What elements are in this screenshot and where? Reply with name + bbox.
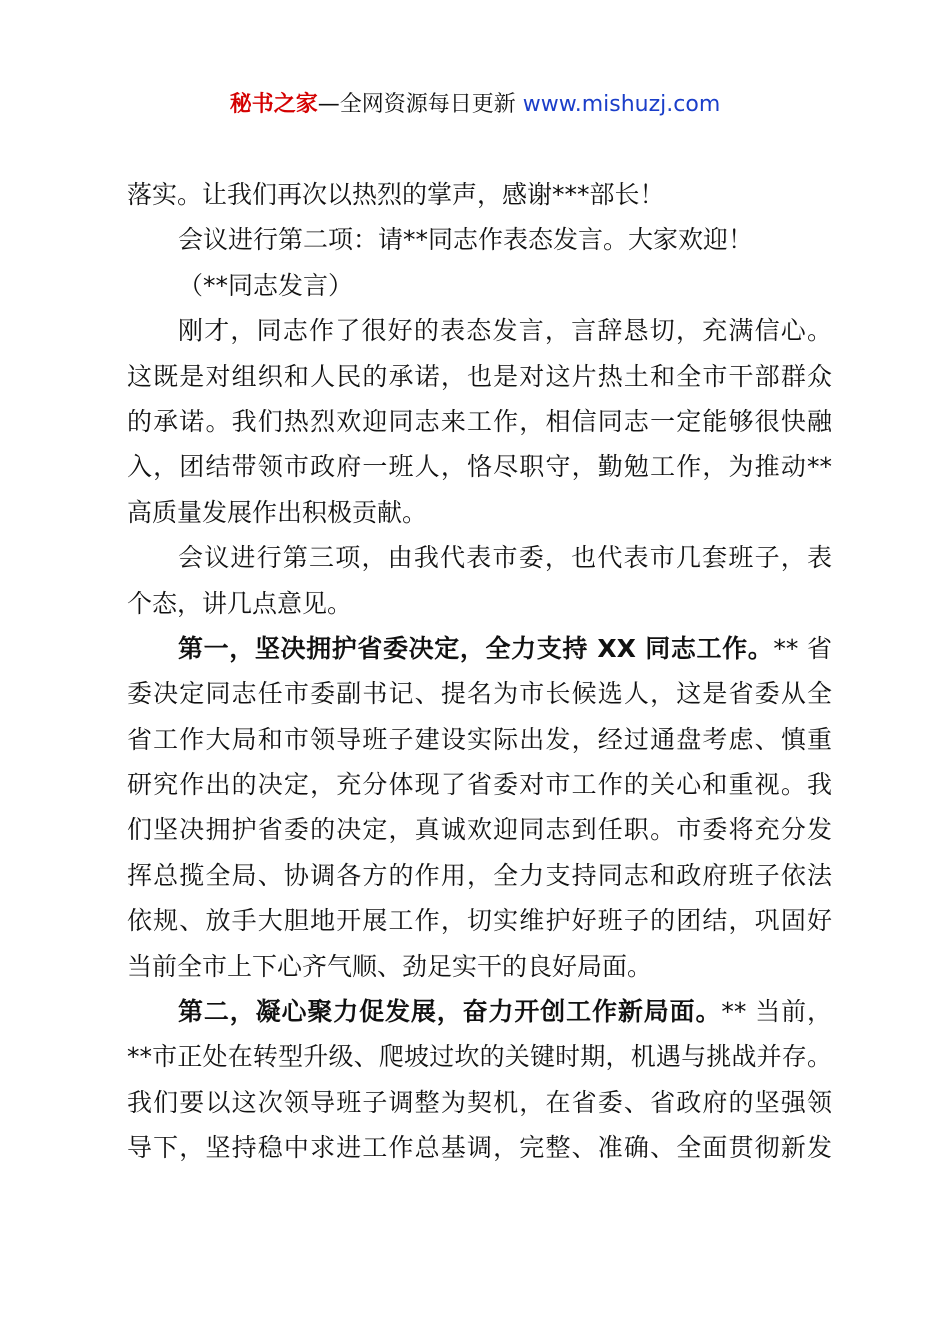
text-line-heading <box>127 626 832 671</box>
text-line: 依规、放手大胆地开展工作，切实维护好班子的团结，巩固好 <box>127 906 832 936</box>
text-line: 研究作出的决定，充分体现了省委对市工作的关心和重视。我 <box>127 770 832 800</box>
text-line: 高质量发展作出积极贡献。 <box>127 497 428 527</box>
text-line: 省工作大局和市领导班子建设实际出发，经过通盘考虑、慎重 <box>127 724 832 754</box>
text-line: 挥总揽全局、协调各方的作用，全力支持同志和政府班子依法 <box>127 860 832 890</box>
text-line: 会议进行第三项，由我代表市委，也代表市几套班子，表 <box>178 543 832 573</box>
section-heading: 第一，坚决拥护省委决定，全力支持 XX 同志工作。 <box>178 633 774 663</box>
header-tagline: —全网资源每日更新 <box>317 92 523 117</box>
text-line: 刚才，同志作了很好的表态发言，言辞恳切，充满信心。 <box>178 316 832 346</box>
text-run: ** 省 <box>773 633 832 663</box>
text-line-heading <box>127 989 832 1034</box>
brand-name: 秘书之家 <box>229 92 318 117</box>
text-line: 的承诺。我们热烈欢迎同志来工作，相信同志一定能够很快融 <box>127 406 832 436</box>
text-line: 个态，讲几点意见。 <box>127 588 353 618</box>
section-heading: 第二，凝心聚力促发展，奋力开创工作新局面。 <box>178 997 722 1027</box>
document-body <box>127 172 832 1171</box>
text-line: 我们要以这次领导班子调整为契机，在省委、省政府的坚强领 <box>127 1087 832 1117</box>
text-line: 委决定同志任市委副书记、提名为市长候选人，这是省委从全 <box>127 679 832 709</box>
text-line: 当前全市上下心齐气顺、劲足实干的良好局面。 <box>127 951 653 981</box>
text-run: ** 当前， <box>721 997 832 1027</box>
text-line: 落实。让我们再次以热烈的掌声，感谢***部长！ <box>127 180 665 209</box>
page-header <box>0 88 950 122</box>
text-line: 导下，坚持稳中求进工作总基调，完整、准确、全面贯彻新发 <box>127 1133 832 1163</box>
site-url[interactable]: www.mishuzj.com <box>522 92 721 117</box>
text-line: 这既是对组织和人民的承诺，也是对这片热土和全市干部群众 <box>127 361 832 391</box>
text-line: 们坚决拥护省委的决定，真诚欢迎同志到任职。市委将充分发 <box>127 815 832 845</box>
text-line: 入，团结带领市政府一班人，恪尽职守，勤勉工作，为推动** <box>127 452 832 482</box>
text-line: **市正处在转型升级、爬坡过坎的关键时期，机遇与挑战并存。 <box>127 1042 832 1072</box>
text-line: 会议进行第二项：请**同志作表态发言。大家欢迎！ <box>178 225 754 255</box>
text-line: （**同志发言） <box>178 270 354 300</box>
